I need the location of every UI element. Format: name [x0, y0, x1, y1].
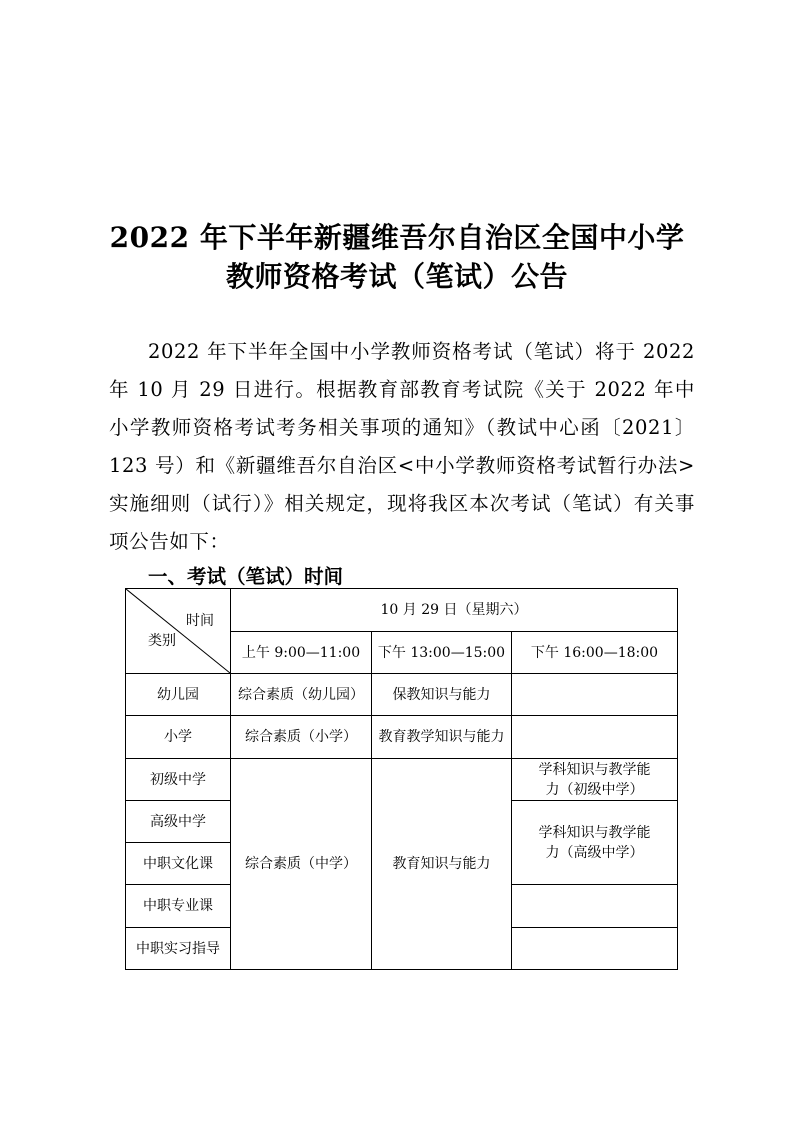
category-cell: 中职文化课: [126, 843, 231, 885]
table-row: [126, 716, 678, 759]
category-cell: 中职实习指导: [126, 928, 231, 970]
date-header-cell: 10 月 29 日（星期六）: [231, 589, 678, 632]
corner-label-category: 类别: [148, 633, 176, 649]
subject-cell: 综合素质（小学）: [231, 716, 372, 759]
subject-cell: 保教知识与能力: [372, 674, 512, 716]
subject-cell: 综合素质（幼儿园）: [231, 674, 372, 716]
notice-title-line-1: 2022 年下半年新疆维吾尔自治区全国中小学: [109, 221, 685, 254]
notice-title-line-2: 教师资格考试（笔试）公告: [225, 260, 568, 293]
category-cell: 小学: [126, 716, 231, 759]
header-corner-cell: [126, 589, 231, 674]
exam-schedule-table: [125, 588, 678, 970]
corner-label-time: 时间: [186, 613, 214, 629]
subject-cell: [512, 716, 678, 759]
subject-cell: 教育教学知识与能力: [372, 716, 512, 759]
subject-cell: 综合素质（中学）: [231, 759, 372, 970]
category-cell: 中职专业课: [126, 885, 231, 928]
subject-cell: 学科知识与教学能力（高级中学）: [512, 801, 678, 885]
table-row: [126, 589, 678, 632]
subject-cell: [512, 885, 678, 928]
time-slot-header: 下午 13:00—15:00: [372, 632, 512, 674]
section-heading-exam-time: 一、考试（笔试）时间: [148, 565, 344, 588]
subject-cell: [512, 928, 678, 970]
category-cell: 幼儿园: [126, 674, 231, 716]
intro-paragraph: 2022 年下半年全国中小学教师资格考试（笔试）将于 2022 年 10 月 29 日进行。根据教育部教育考试院《关于 2022 年中小学教师资格考试考务相关事项的通知》（教试中心函〔2021〕123 号）和《新疆维吾尔自治区<中小学教师资格考试暂行办法>实施细则（试行）》相关规定，现将我区本次考试（笔试）有关事项公告如下：: [109, 340, 695, 553]
diagonal-line: [126, 589, 230, 673]
subject-cell: 学科知识与教学能力（初级中学）: [512, 759, 678, 801]
table-row: [126, 759, 678, 801]
table-row: [126, 674, 678, 716]
time-slot-header: 上午 9:00—11:00: [231, 632, 372, 674]
subject-cell: 教育知识与能力: [372, 759, 512, 970]
subject-cell: [512, 674, 678, 716]
category-cell: 初级中学: [126, 759, 231, 801]
time-slot-header: 下午 16:00—18:00: [512, 632, 678, 674]
category-cell: 高级中学: [126, 801, 231, 843]
